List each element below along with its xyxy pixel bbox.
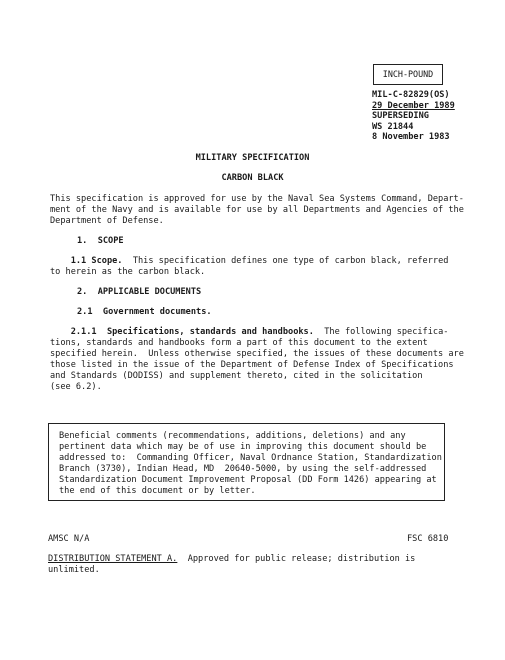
item-title: CARBON BLACK (221, 173, 284, 183)
scope-text: This specification defines one type of carbon black, referred (122, 256, 449, 266)
section2-heading: 2. APPLICABLE DOCUMENTS (77, 287, 202, 297)
specs-line: specified herein. Unless otherwise specified, the issues of these documents are (50, 349, 464, 359)
notice-line: Standardization Document Improvement Proposal (DD Form 1426) appearing at (59, 475, 437, 485)
notice-line: Branch (3730), Indian Head, MD 20640-5000, by using the self-addressed (59, 464, 427, 474)
distribution-text: Approved for public release; distribution is (177, 554, 416, 564)
specs-line: tions, standards and handbooks form a part of this document to the extent (50, 338, 428, 348)
gov-docs-heading (77, 307, 212, 318)
document-header (372, 90, 455, 143)
stamp-label: INCH-POUND (382, 69, 434, 79)
spec-type-title: MILITARY SPECIFICATION (195, 153, 310, 163)
approval-line: This specification is approved for use by the Naval Sea Systems Command, Depart- (50, 194, 464, 204)
scope-num: 1.1 (70, 256, 87, 266)
notice-line: the end of this document or by letter. (59, 486, 256, 496)
fsc-label: FSC 6810 (407, 534, 449, 544)
specs-line: (see 6.2). (50, 382, 102, 392)
approval-line: Department of Defense. (50, 216, 164, 226)
specs-text: The following specifica- (313, 327, 449, 337)
distribution-text-line: unlimited. (48, 565, 100, 575)
gov-docs-title: Government documents. (102, 307, 212, 317)
section1-heading: 1. SCOPE (77, 236, 124, 246)
scope-text-line: to herein as the carbon black. (50, 267, 206, 277)
notice-line: Beneficial comments (recommendations, additions, deletions) and any (59, 431, 406, 441)
specs-paragraph (50, 327, 462, 393)
specs-num: 2.1.1 (70, 327, 97, 337)
notice-line: pertinent data which may be of use in improving this document should be (59, 442, 427, 452)
superseding-label: SUPERSEDING (372, 111, 429, 122)
approval-line: ment of the Navy and is available for use by all Departments and Agencies of the (50, 205, 464, 215)
amsc-label: AMSC N/A (48, 534, 90, 544)
scope-paragraph (50, 256, 462, 278)
distribution-label: DISTRIBUTION STATEMENT A. (48, 554, 178, 564)
old-doc-date: 8 November 1983 (372, 132, 450, 143)
inch-pound-stamp (373, 64, 443, 85)
notice-line: addressed to: Commanding Officer, Naval Ordnance Station, Standardization (59, 453, 442, 463)
gov-docs-num: 2.1 (77, 307, 93, 317)
specs-title: Specifications, standards and handbooks. (106, 327, 314, 337)
specs-line: those listed in the issue of the Department of Defense Index of Specifications (50, 360, 454, 370)
approval-paragraph (50, 194, 462, 227)
distribution-statement (48, 554, 460, 576)
scope-title: Scope. (91, 256, 123, 266)
doc-date: 29 December 1989 (372, 100, 455, 111)
doc-number: MIL-C-82829(OS) (372, 90, 450, 100)
comments-notice-box (48, 423, 445, 501)
specs-line: and Standards (DODISS) and supplement thereto, cited in the solicitation (50, 371, 423, 381)
old-doc-number: WS 21844 (372, 121, 414, 132)
